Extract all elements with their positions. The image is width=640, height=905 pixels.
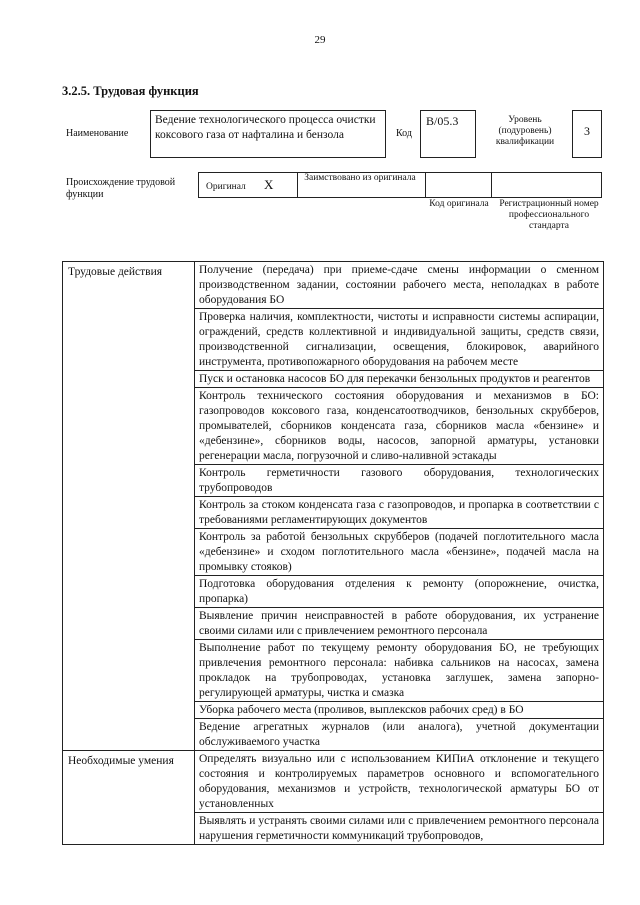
labor-actions-row bbox=[63, 262, 604, 751]
list-item: Подготовка оборудования отделения к ремонту (опорожнение, очистка, пропарка) bbox=[195, 576, 603, 608]
list-item: Пуск и остановка насосов БО для перекачки бензольных продуктов и реагентов bbox=[195, 371, 603, 388]
skills-row bbox=[63, 751, 604, 845]
list-item: Выявление причин неисправностей в работе оборудования, их устранение своими силами или с привлечением ремонтного персонала bbox=[195, 608, 603, 640]
section-title: 3.2.5. Трудовая функция bbox=[62, 84, 199, 98]
reg-number-caption: Регистрационный номер профессионального стандарта bbox=[499, 199, 599, 231]
list-item: Уборка рабочего места (проливов, выплексков рабочих сред) в БО bbox=[195, 702, 603, 719]
level-value: 3 bbox=[572, 110, 602, 158]
original-label: Оригинал bbox=[206, 182, 246, 192]
list-item: Контроль за стоком конденсата газа с газопроводов, и пропарка в соответствии с требованиями регламентирующих документов bbox=[195, 497, 603, 529]
code-label: Код bbox=[396, 128, 412, 139]
list-item: Контроль за работой бензольных скрубберов (подачей поглотительного масла «дебензине» и сходом поглотительного масла «бензине», подачей масла на промывку стояков) bbox=[195, 529, 603, 576]
skills-list bbox=[195, 751, 604, 845]
name-label: Наименование bbox=[66, 128, 129, 139]
code-value: В/05.3 bbox=[420, 110, 476, 158]
page-number: 29 bbox=[314, 34, 326, 46]
labor-actions-label: Трудовые действия bbox=[63, 262, 195, 751]
list-item: Контроль герметичности газового оборудования, технологических трубопроводов bbox=[195, 465, 603, 497]
list-item: Контроль технического состояния оборудования и механизмов в БО: газопроводов коксового газа, конденсатоотводчиков, бензольных скрубберов, промывателей, сборников конденсата газа, сборников масла «бензине» и «дебензине», сборников воды, насосов, запорной арматуры, установки регенерации масла, погрузочной и сливо-наливной эстакады bbox=[195, 388, 603, 465]
origin-label: Происхождение трудовой функции bbox=[66, 177, 176, 200]
original-mark: Х bbox=[264, 177, 274, 192]
list-item: Получение (передача) при приеме-сдаче смены информации о сменном производственном задании, состоянии рабочего места, неполадках в работе оборудования БО bbox=[195, 262, 603, 309]
name-value: Ведение технологического процесса очистки коксового газа от нафталина и бензола bbox=[150, 110, 386, 158]
code-original-caption: Код оригинала bbox=[429, 199, 489, 209]
list-item: Ведение агрегатных журналов (или аналога), учетной документации обслуживаемого участка bbox=[199, 721, 599, 748]
list-item: Определять визуально или с использованием КИПиА отклонение и текущего состояния и контролируемых параметров основного и вспомогательного оборудования, механизмов и устройств, технологической арматуры БО от установленных bbox=[195, 751, 603, 813]
skills-label: Необходимые умения bbox=[63, 751, 195, 845]
list-item: Выполнение работ по текущему ремонту оборудования БО, не требующих привлечения ремонтного персонала: набивка сальников на насосах, замена прокладок на трубопроводах, установка заглушек, замена запорно-регулирующей арматуры, чистка и смазка bbox=[195, 640, 603, 702]
level-label: Уровень (подуровень) квалификации bbox=[495, 115, 555, 147]
labor-actions-list bbox=[195, 262, 604, 751]
function-table bbox=[62, 261, 604, 845]
list-item: Проверка наличия, комплектности, чистоты и исправности системы аспирации, ограждений, средств коллективной и индивидуальной защиты, средств связи, производственной сигнализации, освещения, блокировок, аварийного инструмента, противопожарного оборудования на рабочем месте bbox=[195, 309, 603, 371]
list-item: Выявлять и устранять своими силами или с привлечением ремонтного персонала нарушения герметичности коммуникаций трубопроводов, bbox=[199, 815, 599, 842]
borrowed-label: Заимствовано из оригинала bbox=[304, 173, 416, 183]
